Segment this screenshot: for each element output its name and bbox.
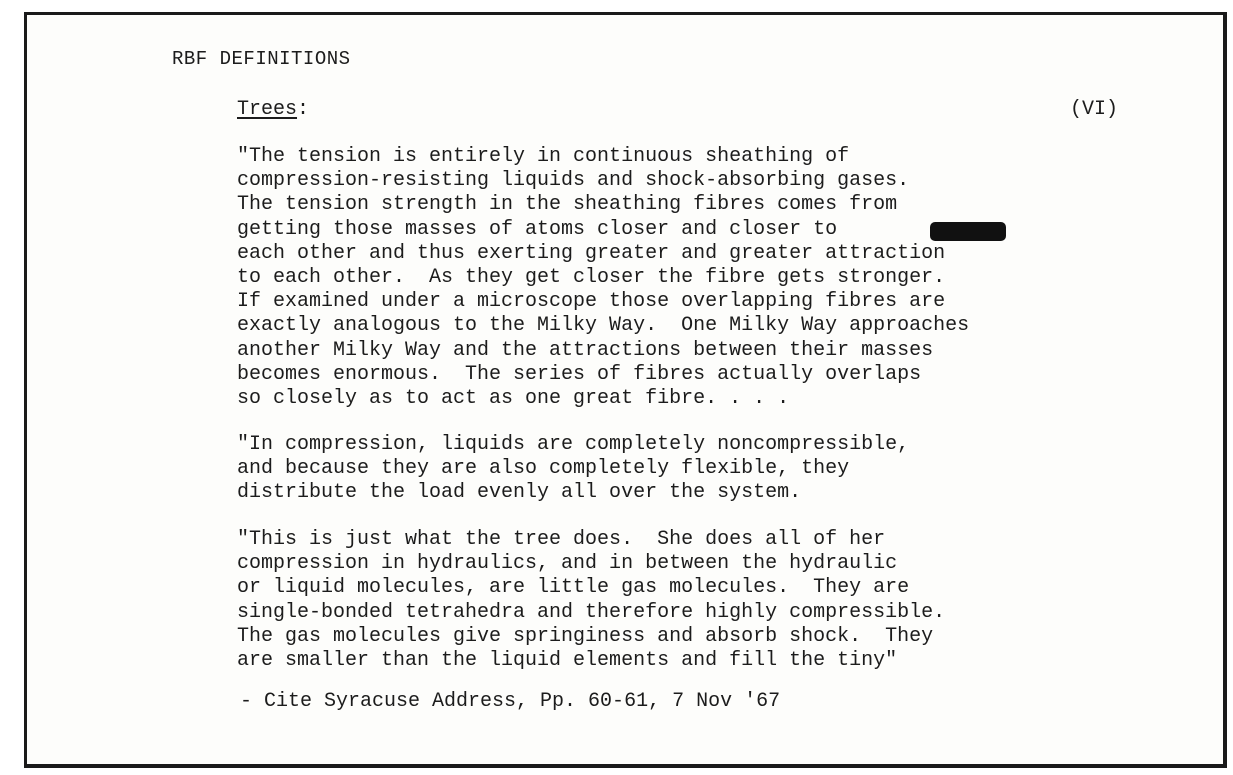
entry-title <box>237 98 309 121</box>
quote-paragraph-3: "This is just what the tree does. She does all of her compression in hydraulics, and in between the hydraulic or liquid molecules, are little gas molecules. They are single-bonded tetrahedra and therefore highly compressible. The gas molecules give springiness and absorb shock. They are smaller than the liquid elements and fill the tiny" <box>237 528 946 673</box>
redaction-mark <box>930 222 1006 241</box>
quote-paragraph-2: "In compression, liquids are completely noncompressible, and because they are also completely flexible, they distribute the load evenly all over the system. <box>237 433 910 505</box>
entry-title-colon: : <box>297 98 310 121</box>
citation-line: - Cite Syracuse Address, Pp. 60-61, 7 Nov '67 <box>240 690 781 713</box>
entry-title-word: Trees <box>237 98 298 121</box>
quote-paragraph-1: "The tension is entirely in continuous sheathing of compression-resisting liquids and shock-absorbing gases. The tension strength in the sheathing fibres comes from getting those masses of atoms closer and closer to each other and thus exerting greater and greater attraction to each other. As they get closer the fibre gets stronger. If examined under a microscope those overlapping fibres are exactly analogous to the Milky Way. One Milky Way approaches another Milky Way and the attractions between their masses becomes enormous. The series of fibres actually overlaps so closely as to act as one great fibre. . . . <box>237 145 970 411</box>
volume-number: (VI) <box>1070 98 1119 121</box>
document-header: RBF DEFINITIONS <box>172 48 351 70</box>
